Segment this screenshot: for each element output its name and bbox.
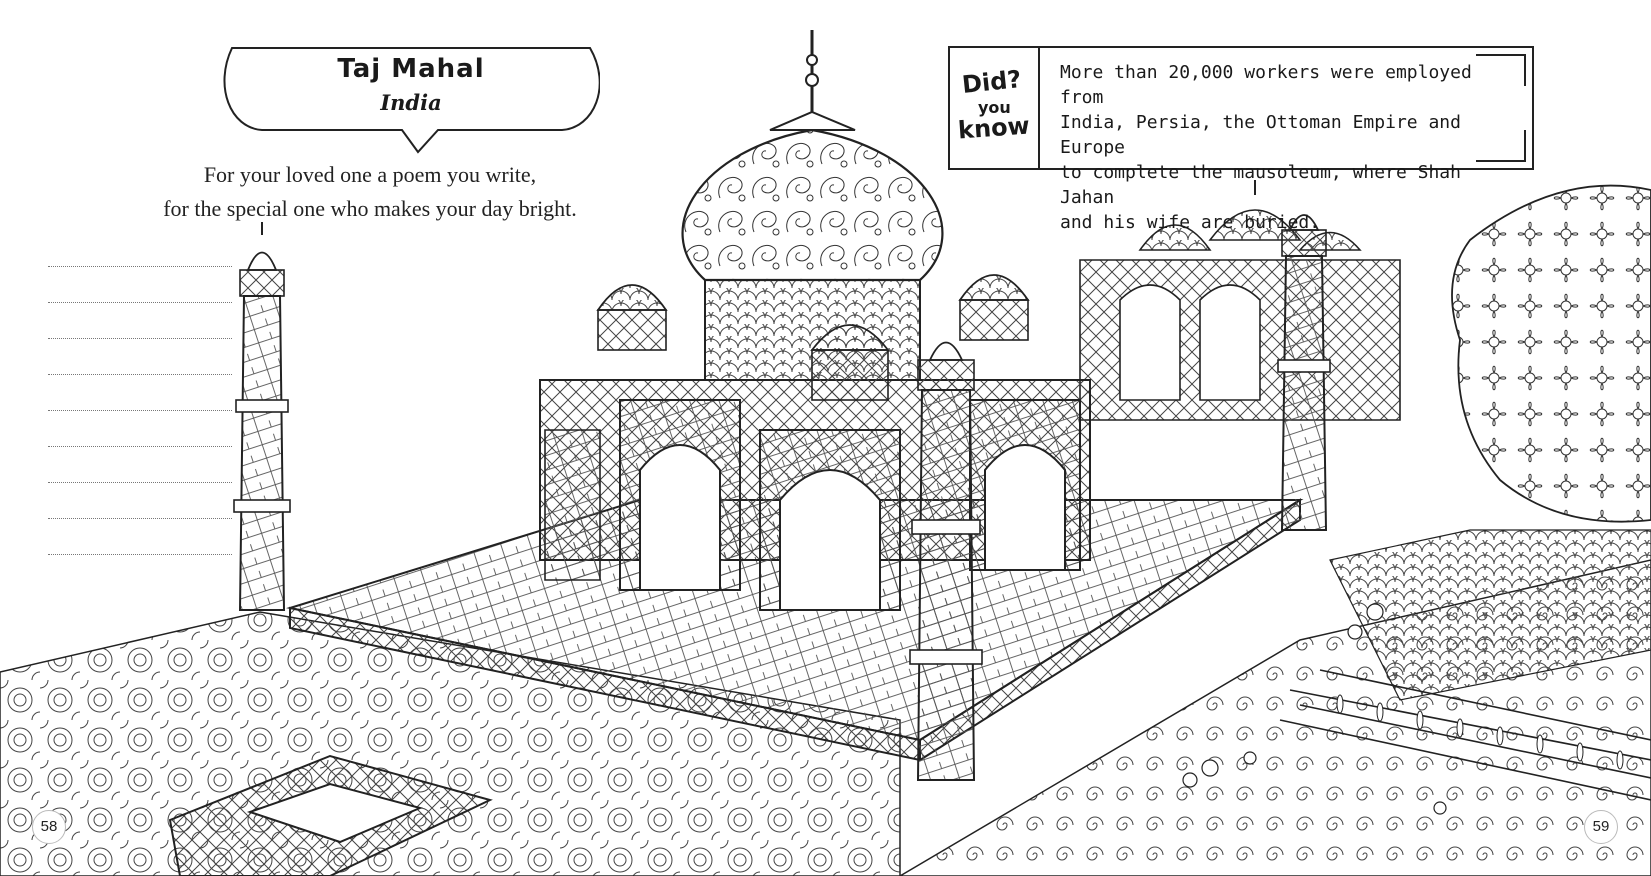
writing-area[interactable] xyxy=(48,266,232,590)
fact-line: to complete the mausoleum, where Shah Jahan xyxy=(1060,162,1461,208)
fact-line: More than 20,000 workers were employed from xyxy=(1060,62,1472,108)
badge-you-text: you xyxy=(978,98,1011,117)
title-banner xyxy=(222,46,600,138)
writing-line[interactable] xyxy=(48,302,232,303)
writing-line[interactable] xyxy=(48,554,232,555)
corner-bracket-icon xyxy=(1476,54,1526,86)
writing-line[interactable] xyxy=(48,482,232,483)
did-you-know-badge xyxy=(950,48,1040,168)
poem-line-1: For your loved one a poem you write, xyxy=(203,162,537,187)
fact-text xyxy=(1060,60,1520,235)
page-number-right: 59 xyxy=(1584,810,1618,844)
corner-bracket-icon xyxy=(1476,130,1526,162)
did-you-know-box xyxy=(948,46,1534,233)
writing-line[interactable] xyxy=(48,266,232,267)
writing-line[interactable] xyxy=(48,374,232,375)
page-subtitle: India xyxy=(380,90,442,115)
page-number-left: 58 xyxy=(32,810,66,844)
writing-line[interactable] xyxy=(48,410,232,411)
writing-line[interactable] xyxy=(48,338,232,339)
badge-did-text: Did? xyxy=(960,64,1023,100)
writing-line[interactable] xyxy=(48,518,232,519)
fact-line: and his wife are buried. xyxy=(1060,212,1321,233)
poem-prompt xyxy=(130,158,610,226)
poem-line-2: for the special one who makes your day bright. xyxy=(163,196,577,221)
fact-line: India, Persia, the Ottoman Empire and Europe xyxy=(1060,112,1461,158)
badge-know-text: know xyxy=(957,111,1031,145)
page-title: Taj Mahal xyxy=(337,54,485,84)
writing-line[interactable] xyxy=(48,446,232,447)
